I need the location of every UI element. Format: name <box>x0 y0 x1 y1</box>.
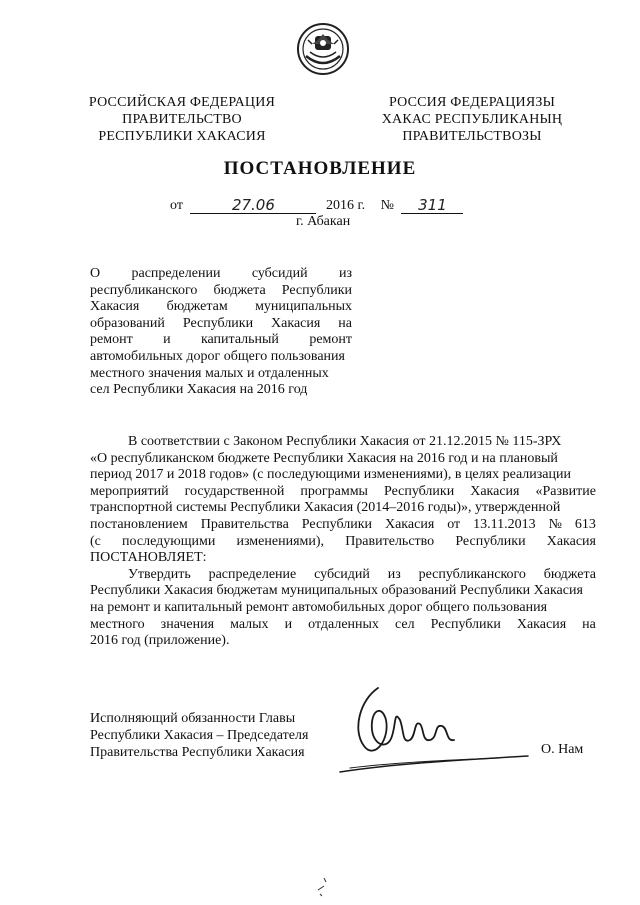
body-text: Республики <box>430 616 501 632</box>
body-text: отдаленных <box>308 616 379 632</box>
body-line <box>90 517 596 534</box>
body-text: на ремонт и капитальный ремонт автомобильных дорог общего пользования <box>90 599 548 615</box>
body-text: распределение <box>208 566 297 582</box>
body-line <box>90 534 596 551</box>
document-title: ПОСТАНОВЛЕНИЕ <box>223 158 417 179</box>
body-text: Хакасия <box>470 483 520 499</box>
subject-line <box>90 366 352 383</box>
subject-text: Хакасия <box>271 315 321 331</box>
body-line <box>90 550 596 567</box>
subject-line <box>90 316 352 333</box>
subject-line <box>90 349 352 366</box>
subject-text: муниципальных <box>255 299 352 315</box>
body-text: транспортной системы Республики Хакасия (2014–2016 годы)», утвержденной <box>90 500 561 516</box>
subject-text: бюджетам <box>166 299 228 315</box>
subject-text: ремонт <box>309 332 352 348</box>
body-text: местного <box>90 616 145 632</box>
body-text: период 2017 и 2018 годов» (с последующими изменениями), в целях реализации <box>90 467 571 483</box>
body-text: 13.11.2013 <box>473 516 536 532</box>
body-text: Правительства <box>200 516 289 532</box>
signatory-title <box>90 710 308 761</box>
body-text: № <box>548 516 562 532</box>
body-text: значения <box>160 616 215 632</box>
body-text: Республики Хакасия бюджетам муниципальных образований Республики Хакасия <box>90 583 583 599</box>
body-text: «Развитие <box>535 483 596 499</box>
body-line <box>90 434 596 451</box>
subject-text: субсидий <box>251 266 308 281</box>
date-field: 27.06 <box>190 196 316 214</box>
body-text: малых <box>230 616 269 632</box>
body-text: В соответствии с Законом Республики Хакасия от 21.12.2015 № 115-ЗРХ <box>128 434 562 449</box>
subject-text: местного значения малых и отдаленных <box>90 365 329 381</box>
body-text: Хакасия <box>516 616 567 632</box>
body-line <box>90 617 596 634</box>
body-text: от <box>447 516 461 532</box>
body-line <box>90 633 596 650</box>
subject-text: Республики <box>281 282 352 298</box>
body-text: последующими <box>122 533 216 549</box>
coat-of-arms-icon <box>296 22 350 76</box>
subject-text: Хакасия <box>90 299 140 315</box>
handwritten-signature-icon <box>330 680 530 780</box>
dateline <box>170 196 463 214</box>
header-left-russian <box>88 94 276 145</box>
body-text: бюджета <box>543 566 596 582</box>
subject-text: на <box>338 315 352 331</box>
date-prefix: от <box>170 198 183 213</box>
body-text: из <box>387 566 401 582</box>
date-year: 2016 г. <box>325 198 366 213</box>
body-text: мероприятий <box>90 483 169 499</box>
body-line <box>90 484 596 501</box>
body-text: Хакасия <box>546 533 596 549</box>
body-text: изменениями), <box>236 533 325 549</box>
body-line <box>90 583 596 600</box>
header-right-line: ПРАВИТЕЛЬСТВОЗЫ <box>402 129 542 144</box>
subject-text: образований <box>90 315 165 331</box>
body-text: и <box>284 616 293 632</box>
subject-text: республиканского <box>90 282 198 298</box>
subject-text: ремонт <box>90 332 133 348</box>
body-text: субсидий <box>314 566 370 582</box>
header-right-line: ХАКАС РЕСПУБЛИКАНЫҢ <box>381 112 563 127</box>
subject-text: из <box>338 266 352 281</box>
header-right-line: РОССИЯ ФЕДЕРАЦИЯЗЫ <box>388 95 556 110</box>
subject-line <box>90 299 352 316</box>
body-text: сел <box>394 616 415 632</box>
subject-line <box>90 332 352 349</box>
header-right-khakas <box>372 94 572 145</box>
subject-text: автомобильных дорог общего пользования <box>90 348 345 364</box>
document-body <box>90 434 596 650</box>
header-left-line: ПРАВИТЕЛЬСТВО <box>122 112 242 127</box>
number-field: 311 <box>401 196 463 214</box>
body-text: государственной <box>184 483 285 499</box>
body-text: (с <box>90 533 101 549</box>
subject-line <box>90 382 352 399</box>
subject-text: О <box>90 266 101 281</box>
signatory-line: Республики Хакасия – Председателя <box>90 728 309 743</box>
signatory-line: Исполняющий обязанности Главы <box>90 711 296 726</box>
signatory-name: О. Нам <box>541 742 584 757</box>
subject-text: Республики <box>182 315 254 331</box>
signatory-line: Правительства Республики Хакасия <box>90 745 305 760</box>
body-line <box>90 600 596 617</box>
body-text: 2016 год (приложение). <box>90 633 230 649</box>
body-text: 613 <box>574 516 596 532</box>
subject-text: бюджета <box>213 282 266 298</box>
body-line <box>90 500 596 517</box>
header-left-line: РЕСПУБЛИКИ ХАКАСИЯ <box>98 129 266 144</box>
body-line <box>90 451 596 468</box>
header-left-line: РОССИЙСКАЯ ФЕДЕРАЦИЯ <box>88 95 276 110</box>
subject-text: сел Республики Хакасия на 2016 год <box>90 382 308 398</box>
body-text: Утвердить <box>128 566 191 582</box>
body-text: Республики <box>455 533 526 549</box>
subject-line <box>90 266 352 283</box>
subject-text: капитальный <box>200 332 279 348</box>
body-text: на <box>582 616 596 632</box>
body-text: ПОСТАНОВЛЯЕТ: <box>90 550 207 566</box>
body-line <box>90 467 596 484</box>
subject-line <box>90 283 352 300</box>
subject-text: и <box>163 332 171 348</box>
body-text: Правительство <box>345 533 435 549</box>
body-text: постановлением <box>90 516 188 532</box>
body-text: Республики <box>383 483 455 499</box>
body-text: «О республиканском бюджете Республики Хакасия на 2016 год и на плановый <box>90 450 558 466</box>
document-subject <box>90 266 352 399</box>
body-text: Республики <box>301 516 373 532</box>
ink-mark-icon <box>312 876 332 898</box>
body-text: республиканского <box>418 566 526 582</box>
subject-text: распределении <box>131 266 221 281</box>
number-sign: № <box>380 198 394 213</box>
body-text: Хакасия <box>384 516 435 532</box>
body-line <box>90 567 596 584</box>
city: г. Абакан <box>296 214 351 229</box>
body-text: программы <box>300 483 368 499</box>
